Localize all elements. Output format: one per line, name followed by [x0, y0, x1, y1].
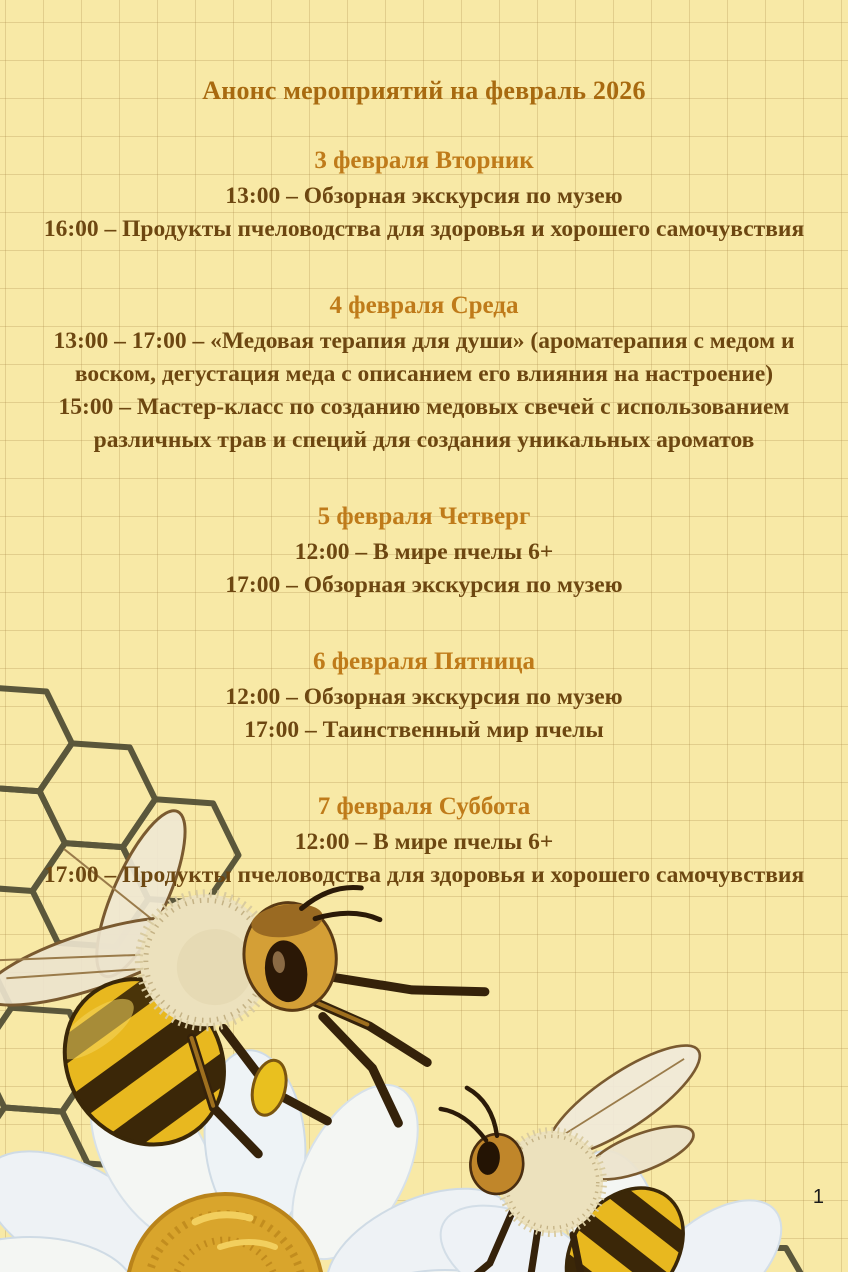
event-line: 12:00 – Обзорная экскурсия по музею: [225, 684, 623, 710]
event-line: 12:00 – В мире пчелы 6+: [294, 829, 554, 855]
days-list: [0, 146, 848, 892]
event-line: 15:00 – Мастер-класс по созданию медовых свечей с использованием различных трав и специй для создания уникальных ароматов: [58, 394, 790, 453]
day-heading: 5 февраля Четверг: [317, 503, 531, 530]
day-events: [18, 325, 830, 457]
day-events: [18, 536, 830, 602]
day-section: [0, 647, 848, 747]
day-section: [0, 792, 848, 892]
event-line: 17:00 – Таинственный мир пчелы: [244, 717, 604, 743]
event-line: 16:00 – Продукты пчеловодства для здоровья и хорошего самочувствия: [43, 216, 805, 242]
event-line: 17:00 – Продукты пчеловодства для здоровья и хорошего самочувствия: [43, 862, 805, 888]
day-heading: 7 февраля Суббота: [317, 793, 531, 820]
event-line: 13:00 – 17:00 – «Медовая терапия для души» (ароматерапия с медом и воском, дегустация меда с описанием его влияния на настроение): [53, 328, 795, 387]
day-section: [0, 291, 848, 457]
event-line: 12:00 – В мире пчелы 6+: [294, 539, 554, 565]
day-heading: 3 февраля Вторник: [314, 147, 534, 174]
day-events: [18, 180, 830, 246]
day-heading: 6 февраля Пятница: [312, 648, 536, 675]
page-title: Анонс мероприятий на февраль 2026: [202, 76, 646, 105]
day-section: [0, 146, 848, 246]
day-section: [0, 502, 848, 602]
page-number: 1: [812, 1186, 824, 1208]
day-events: [18, 826, 830, 892]
day-heading: 4 февраля Среда: [329, 292, 519, 319]
event-line: 13:00 – Обзорная экскурсия по музею: [225, 183, 623, 209]
event-line: 17:00 – Обзорная экскурсия по музею: [225, 572, 623, 598]
day-events: [18, 681, 830, 747]
